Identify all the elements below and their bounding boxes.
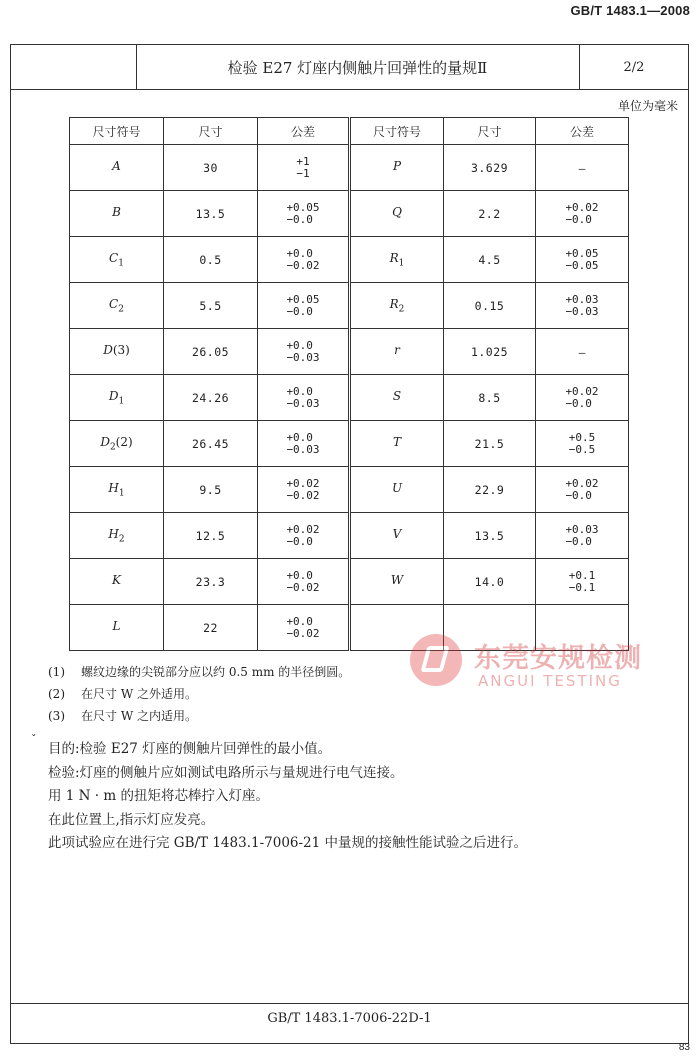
size-cell: 0.5 bbox=[164, 237, 258, 283]
table-row bbox=[70, 375, 629, 421]
symbol-text: $D_2$ bbox=[100, 434, 116, 453]
size-cell: 5.5 bbox=[164, 283, 258, 329]
tolerance-pair bbox=[286, 524, 319, 548]
upper-tolerance: +0.05 bbox=[286, 200, 320, 214]
lower-tolerance: −0.03 bbox=[286, 350, 320, 364]
tolerance-cell bbox=[258, 329, 350, 375]
upper-tolerance: +0.05 bbox=[565, 246, 599, 260]
symbol-cell bbox=[350, 421, 444, 467]
symbol-text: Q bbox=[392, 204, 402, 219]
tolerance-cell bbox=[258, 467, 350, 513]
symbol-text: $R_1$ bbox=[389, 250, 405, 269]
tolerance-pair bbox=[286, 432, 319, 456]
tolerance-cell bbox=[258, 513, 350, 559]
tolerance-pair bbox=[579, 163, 586, 175]
upper-tolerance: +0.5 bbox=[568, 430, 596, 444]
header-size: 尺寸 bbox=[164, 118, 258, 145]
tolerance-pair bbox=[286, 294, 319, 318]
upper-tolerance: +0.0 bbox=[286, 568, 313, 582]
footnote: (1) 螺纹边缘的尖锐部分应以约 0.5 mm 的半径倒圆。 bbox=[48, 665, 351, 679]
standard-code: GB/T 1483.1—2008 bbox=[570, 3, 690, 18]
watermark-en: ANGUI TESTING bbox=[478, 672, 622, 690]
size-cell: 22.9 bbox=[444, 467, 536, 513]
tolerance-cell bbox=[536, 421, 629, 467]
tolerance-cell bbox=[536, 237, 629, 283]
upper-tolerance: +0.0 bbox=[286, 338, 313, 352]
watermark-cn: 东莞安规检测 bbox=[474, 643, 642, 674]
title-block bbox=[10, 44, 689, 90]
lower-tolerance: −0.0 bbox=[286, 304, 313, 318]
upper-tolerance: — bbox=[578, 161, 586, 175]
lower-tolerance: −0.0 bbox=[565, 488, 592, 502]
table-row bbox=[70, 513, 629, 559]
size-cell: 14.0 bbox=[444, 559, 536, 605]
table-row bbox=[70, 559, 629, 605]
tolerance-cell bbox=[536, 145, 629, 191]
symbol-subscript: 2 bbox=[118, 534, 125, 545]
title-blank-cell bbox=[11, 45, 137, 89]
lower-tolerance: −0.1 bbox=[568, 580, 596, 594]
tolerance-cell bbox=[258, 145, 350, 191]
page-number: 83 bbox=[678, 1042, 690, 1053]
size-cell: 30 bbox=[164, 145, 258, 191]
table-row bbox=[70, 237, 629, 283]
upper-tolerance: +0.02 bbox=[565, 476, 599, 490]
lower-tolerance: −0.0 bbox=[565, 212, 592, 226]
size-cell: 4.5 bbox=[444, 237, 536, 283]
upper-tolerance: +0.03 bbox=[565, 522, 599, 536]
symbol-text: V bbox=[392, 526, 402, 541]
symbol-note-ref: (2) bbox=[115, 434, 133, 449]
symbol-text: P bbox=[392, 158, 402, 173]
indicator-line: 在此位置上,指示灯应发亮。 bbox=[48, 811, 215, 828]
tolerance-pair bbox=[286, 386, 319, 410]
symbol-cell bbox=[350, 467, 444, 513]
tolerance-pair bbox=[286, 202, 319, 226]
tolerance-cell bbox=[258, 605, 350, 651]
size-cell: 13.5 bbox=[444, 513, 536, 559]
tolerance-pair bbox=[565, 248, 598, 272]
tolerance-cell bbox=[536, 559, 629, 605]
tolerance-pair bbox=[565, 294, 598, 318]
lower-tolerance: −0.0 bbox=[286, 212, 313, 226]
tolerance-cell bbox=[258, 283, 350, 329]
header-symbol: 尺寸符号 bbox=[350, 118, 444, 145]
header-tolerance: 公差 bbox=[536, 118, 629, 145]
unit-note: 单位为毫米 bbox=[617, 99, 678, 113]
symbol-cell bbox=[70, 191, 164, 237]
lower-tolerance: −0.0 bbox=[565, 396, 592, 410]
upper-tolerance: +0.0 bbox=[286, 614, 313, 628]
symbol-text: S bbox=[392, 388, 402, 403]
tolerance-pair bbox=[579, 347, 586, 359]
footer-reference: GB/T 1483.1-7006-22D-1 bbox=[267, 1011, 432, 1026]
upper-tolerance: +1 bbox=[296, 154, 310, 168]
upper-tolerance: +0.0 bbox=[286, 246, 313, 260]
symbol-cell bbox=[70, 283, 164, 329]
footer-divider bbox=[10, 1003, 689, 1004]
table-header-row bbox=[70, 118, 629, 145]
tolerance-pair bbox=[565, 478, 598, 502]
header-symbol: 尺寸符号 bbox=[70, 118, 164, 145]
sheet-number: 2/2 bbox=[623, 59, 645, 75]
tolerance-pair bbox=[286, 478, 319, 502]
tolerance-cell bbox=[536, 375, 629, 421]
dimension-table bbox=[69, 117, 629, 651]
lower-tolerance: −1 bbox=[296, 166, 310, 180]
lower-tolerance: −0.03 bbox=[286, 396, 320, 410]
symbol-subscript: 2 bbox=[109, 442, 116, 453]
symbol-cell bbox=[70, 467, 164, 513]
tolerance-cell bbox=[258, 237, 350, 283]
tolerance-pair bbox=[286, 248, 319, 272]
margin-mark: ˇ bbox=[31, 733, 37, 746]
lower-tolerance: −0.0 bbox=[565, 534, 592, 548]
header-size: 尺寸 bbox=[444, 118, 536, 145]
symbol-text: r bbox=[394, 342, 400, 357]
upper-tolerance: +0.02 bbox=[565, 384, 599, 398]
symbol-text: U bbox=[391, 480, 403, 495]
table-row bbox=[70, 145, 629, 191]
symbol-cell bbox=[70, 375, 164, 421]
symbol-cell bbox=[350, 191, 444, 237]
tolerance-cell bbox=[536, 329, 629, 375]
size-cell: 24.26 bbox=[164, 375, 258, 421]
tolerance-pair bbox=[286, 616, 319, 640]
header-tolerance: 公差 bbox=[258, 118, 350, 145]
symbol-text: $R_2$ bbox=[389, 296, 405, 315]
symbol-text: A bbox=[112, 158, 121, 173]
purpose-line: 目的:检验 E27 灯座的侧触片回弹性的最小值。 bbox=[48, 741, 332, 757]
upper-tolerance: +0.0 bbox=[286, 430, 313, 444]
upper-tolerance: +0.02 bbox=[286, 476, 320, 490]
lower-tolerance: −0.5 bbox=[568, 442, 596, 456]
symbol-cell bbox=[350, 513, 444, 559]
symbol-text: $C_1$ bbox=[109, 250, 124, 269]
tolerance-pair bbox=[565, 386, 598, 410]
symbol-subscript: 1 bbox=[118, 258, 124, 269]
symbol-cell bbox=[70, 329, 164, 375]
watermark bbox=[410, 634, 650, 694]
symbol-text: T bbox=[392, 434, 401, 449]
lower-tolerance: −0.02 bbox=[286, 258, 320, 272]
symbol-subscript: 1 bbox=[398, 258, 405, 269]
tolerance-cell bbox=[536, 191, 629, 237]
table-row bbox=[70, 467, 629, 513]
lower-tolerance: −0.03 bbox=[286, 442, 320, 456]
tolerance-pair bbox=[286, 340, 319, 364]
symbol-cell bbox=[70, 605, 164, 651]
watermark-logo-icon bbox=[410, 634, 462, 686]
torque-line: 用 1 N · m 的扭矩将芯棒拧入灯座。 bbox=[48, 788, 269, 804]
test-line: 检验:灯座的侧触片应如测试电路所示与量规进行电气连接。 bbox=[48, 764, 404, 781]
symbol-subscript: 1 bbox=[118, 396, 125, 407]
upper-tolerance: +0.1 bbox=[568, 568, 596, 582]
symbol-text: $C_2$ bbox=[109, 296, 124, 315]
gauge-title: 检验 E27 灯座内侧触片回弹性的量规Ⅱ bbox=[136, 45, 580, 89]
tolerance-cell bbox=[536, 283, 629, 329]
tolerance-pair bbox=[569, 570, 596, 594]
tolerance-pair bbox=[286, 570, 319, 594]
symbol-text: K bbox=[112, 572, 121, 587]
lower-tolerance: −0.0 bbox=[286, 534, 313, 548]
size-cell: 1.025 bbox=[444, 329, 536, 375]
symbol-text: $D_1$ bbox=[108, 388, 125, 407]
lower-tolerance: −0.03 bbox=[565, 304, 599, 318]
tolerance-cell bbox=[258, 191, 350, 237]
symbol-text: $H_2$ bbox=[108, 526, 125, 545]
symbol-cell bbox=[350, 283, 444, 329]
symbol-cell bbox=[350, 329, 444, 375]
symbol-cell bbox=[350, 559, 444, 605]
lower-tolerance: −0.02 bbox=[286, 626, 320, 640]
size-cell: 3.629 bbox=[444, 145, 536, 191]
size-cell: 8.5 bbox=[444, 375, 536, 421]
size-cell: 0.15 bbox=[444, 283, 536, 329]
symbol-text: D bbox=[103, 342, 113, 357]
test-description bbox=[48, 737, 527, 855]
lower-tolerance: −0.05 bbox=[565, 258, 599, 272]
tolerance-pair bbox=[565, 202, 598, 226]
table-row bbox=[70, 191, 629, 237]
symbol-cell bbox=[70, 559, 164, 605]
upper-tolerance: — bbox=[578, 345, 586, 359]
table-row bbox=[70, 283, 629, 329]
table-row bbox=[70, 329, 629, 375]
size-cell: 2.2 bbox=[444, 191, 536, 237]
symbol-text: W bbox=[390, 572, 404, 587]
symbol-subscript: 2 bbox=[118, 304, 124, 315]
symbol-text: L bbox=[112, 618, 121, 633]
upper-tolerance: +0.02 bbox=[286, 522, 320, 536]
upper-tolerance: +0.03 bbox=[565, 292, 599, 306]
tolerance-cell bbox=[536, 513, 629, 559]
symbol-cell bbox=[350, 145, 444, 191]
size-cell: 26.45 bbox=[164, 421, 258, 467]
symbol-cell bbox=[70, 145, 164, 191]
symbol-cell bbox=[350, 237, 444, 283]
tolerance-cell bbox=[258, 421, 350, 467]
symbol-cell bbox=[70, 237, 164, 283]
symbol-subscript: 2 bbox=[398, 304, 405, 315]
footnote: (2) 在尺寸 W 之外适用。 bbox=[48, 687, 197, 701]
upper-tolerance: +0.02 bbox=[565, 200, 599, 214]
symbol-text: B bbox=[112, 204, 121, 219]
symbol-note-ref: (3) bbox=[112, 342, 130, 357]
tolerance-cell bbox=[258, 559, 350, 605]
tolerance-cell bbox=[536, 467, 629, 513]
size-cell: 23.3 bbox=[164, 559, 258, 605]
tolerance-pair bbox=[565, 524, 598, 548]
size-cell: 9.5 bbox=[164, 467, 258, 513]
size-cell: 12.5 bbox=[164, 513, 258, 559]
symbol-cell bbox=[70, 421, 164, 467]
size-cell: 21.5 bbox=[444, 421, 536, 467]
upper-tolerance: +0.0 bbox=[286, 384, 313, 398]
tolerance-cell bbox=[258, 375, 350, 421]
upper-tolerance: +0.05 bbox=[286, 292, 320, 306]
symbol-subscript: 1 bbox=[118, 488, 125, 499]
symbol-cell bbox=[350, 375, 444, 421]
lower-tolerance: −0.02 bbox=[286, 488, 320, 502]
footnotes bbox=[48, 663, 350, 729]
symbol-text: $H_1$ bbox=[108, 480, 125, 499]
tolerance-pair bbox=[296, 156, 309, 180]
size-cell: 26.05 bbox=[164, 329, 258, 375]
size-cell: 22 bbox=[164, 605, 258, 651]
tolerance-pair bbox=[569, 432, 596, 456]
table-row bbox=[70, 421, 629, 467]
size-cell: 13.5 bbox=[164, 191, 258, 237]
sequence-line: 此项试验应在进行完 GB/T 1483.1-7006-21 中量规的接触性能试验之后进行。 bbox=[48, 835, 528, 851]
symbol-cell bbox=[70, 513, 164, 559]
footnote: (3) 在尺寸 W 之内适用。 bbox=[48, 709, 197, 723]
lower-tolerance: −0.02 bbox=[286, 580, 320, 594]
